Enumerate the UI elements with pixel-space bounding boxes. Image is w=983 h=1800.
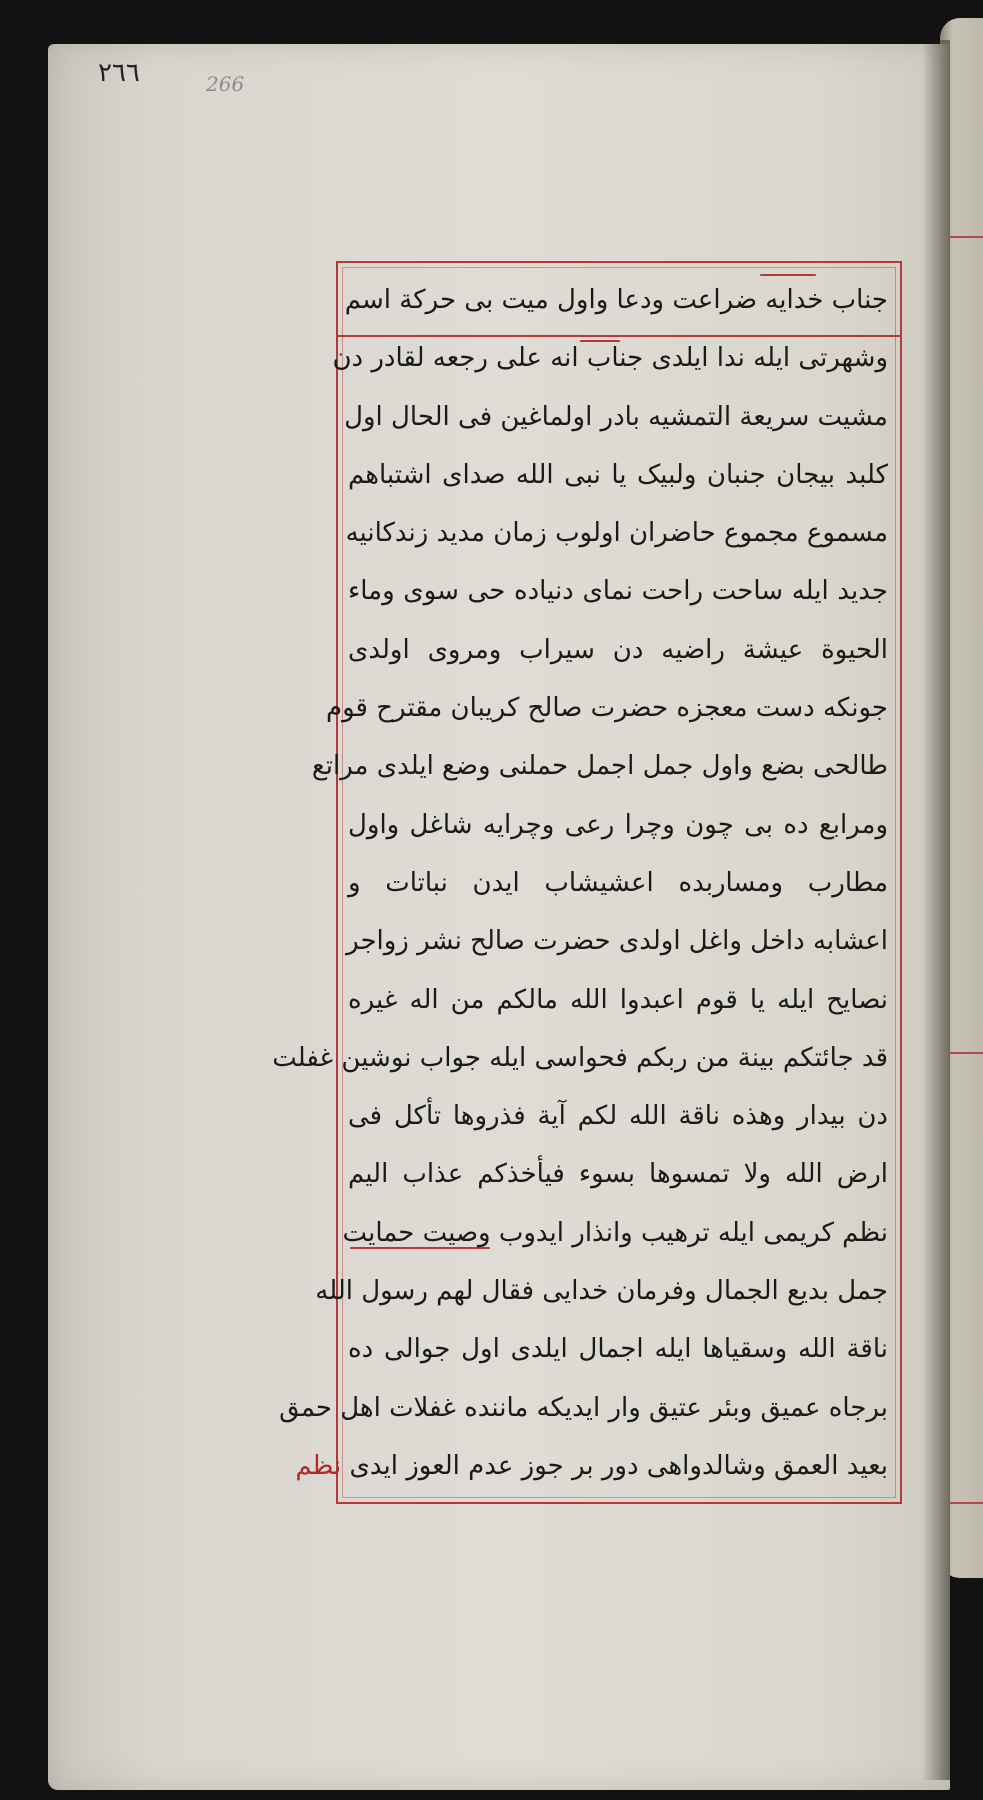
text-line-8: جونکه دست معجزه حضرت صالح کریبان مقترح قوم [326,693,888,724]
text-line-11: مطارب ومساربده اعشیشاب ایدن نباتات و [348,867,888,898]
text-line-14: قد جائتکم بینة من ربکم فحواسی ایله جواب نوشین غفلت [272,1042,888,1073]
text-line-9: طالحی بضع واول جمل اجمل حملنی وضع ایلدی مراتع [311,751,888,782]
text-line-17: نظم کریمی ایله ترهیب وانذار ایدوب وصیت حمایت [342,1217,888,1248]
page-number: ٢٦٦ [98,58,140,88]
text-line-13: نصایح ایله یا قوم اعبدوا الله مالکم من اله غیره [348,984,888,1015]
text-block [272,271,888,1495]
text-line-12: اعشابه داخل واغل اولدی حضرت صالح نشر زواجر [346,926,888,957]
text-line-16: ارض الله ولا تمسوها بسوء فیأخذکم عذاب الیم [348,1159,888,1190]
text-line-18: جمل بدیع الجمال وفرمان خدایی فقال لهم رسول الله [315,1276,888,1307]
text-line-20: برجاه عمیق وبئر عتیق وار ایدیکه ماننده غفلات اهل حمق [279,1392,888,1423]
next-leaf-red-rule [948,1502,983,1504]
closing-rubric: نظم [295,1450,342,1481]
next-leaf-red-rule [948,236,983,238]
gutter-shadow [922,40,950,1780]
next-leaf-red-rule [948,1052,983,1054]
text-line-15: دن بیدار وهذه ناقة الله لکم آیة فذروها تأکل فی [348,1101,888,1132]
text-line-4: کلبد بیجان جنبان ولبیک یا نبی الله صدای اشتباهم [348,459,888,490]
text-line-2: وشهرتی ایله ندا ایلدی جناب انه علی رجعه لقادر دن [332,343,888,374]
text-line-21 [295,1437,888,1495]
text-line-10: ومرابع ده بی چون وچرا رعی وچرایه شاغل واول [348,809,888,840]
text-line-21-body: بعید العمق وشالدواهی دور بر جوز عدم العوز ایدی [349,1450,888,1481]
text-line-1: جناب خدایه ضراعت ودعا واول میت بی حرکة اسم [344,285,888,315]
text-line-7: الحیوة عیشة راضیه دن سیراب ومروی اولدی [348,634,888,665]
text-line-3: مشیت سریعة التمشیه بادر اولماغین فی الحال اول [344,401,888,432]
text-line-6: جدید ایله ساحت راحت نمای دنیاده حی سوی وماء [348,576,888,607]
text-line-5: مسموع مجموع حاضران اولوب زمان مدید زندکانیه [345,518,888,549]
pencil-page-number: 266 [206,72,245,96]
text-line-19: ناقة الله وسقیاها ایله اجمال ایلدی اول جوالی ده [348,1334,888,1365]
